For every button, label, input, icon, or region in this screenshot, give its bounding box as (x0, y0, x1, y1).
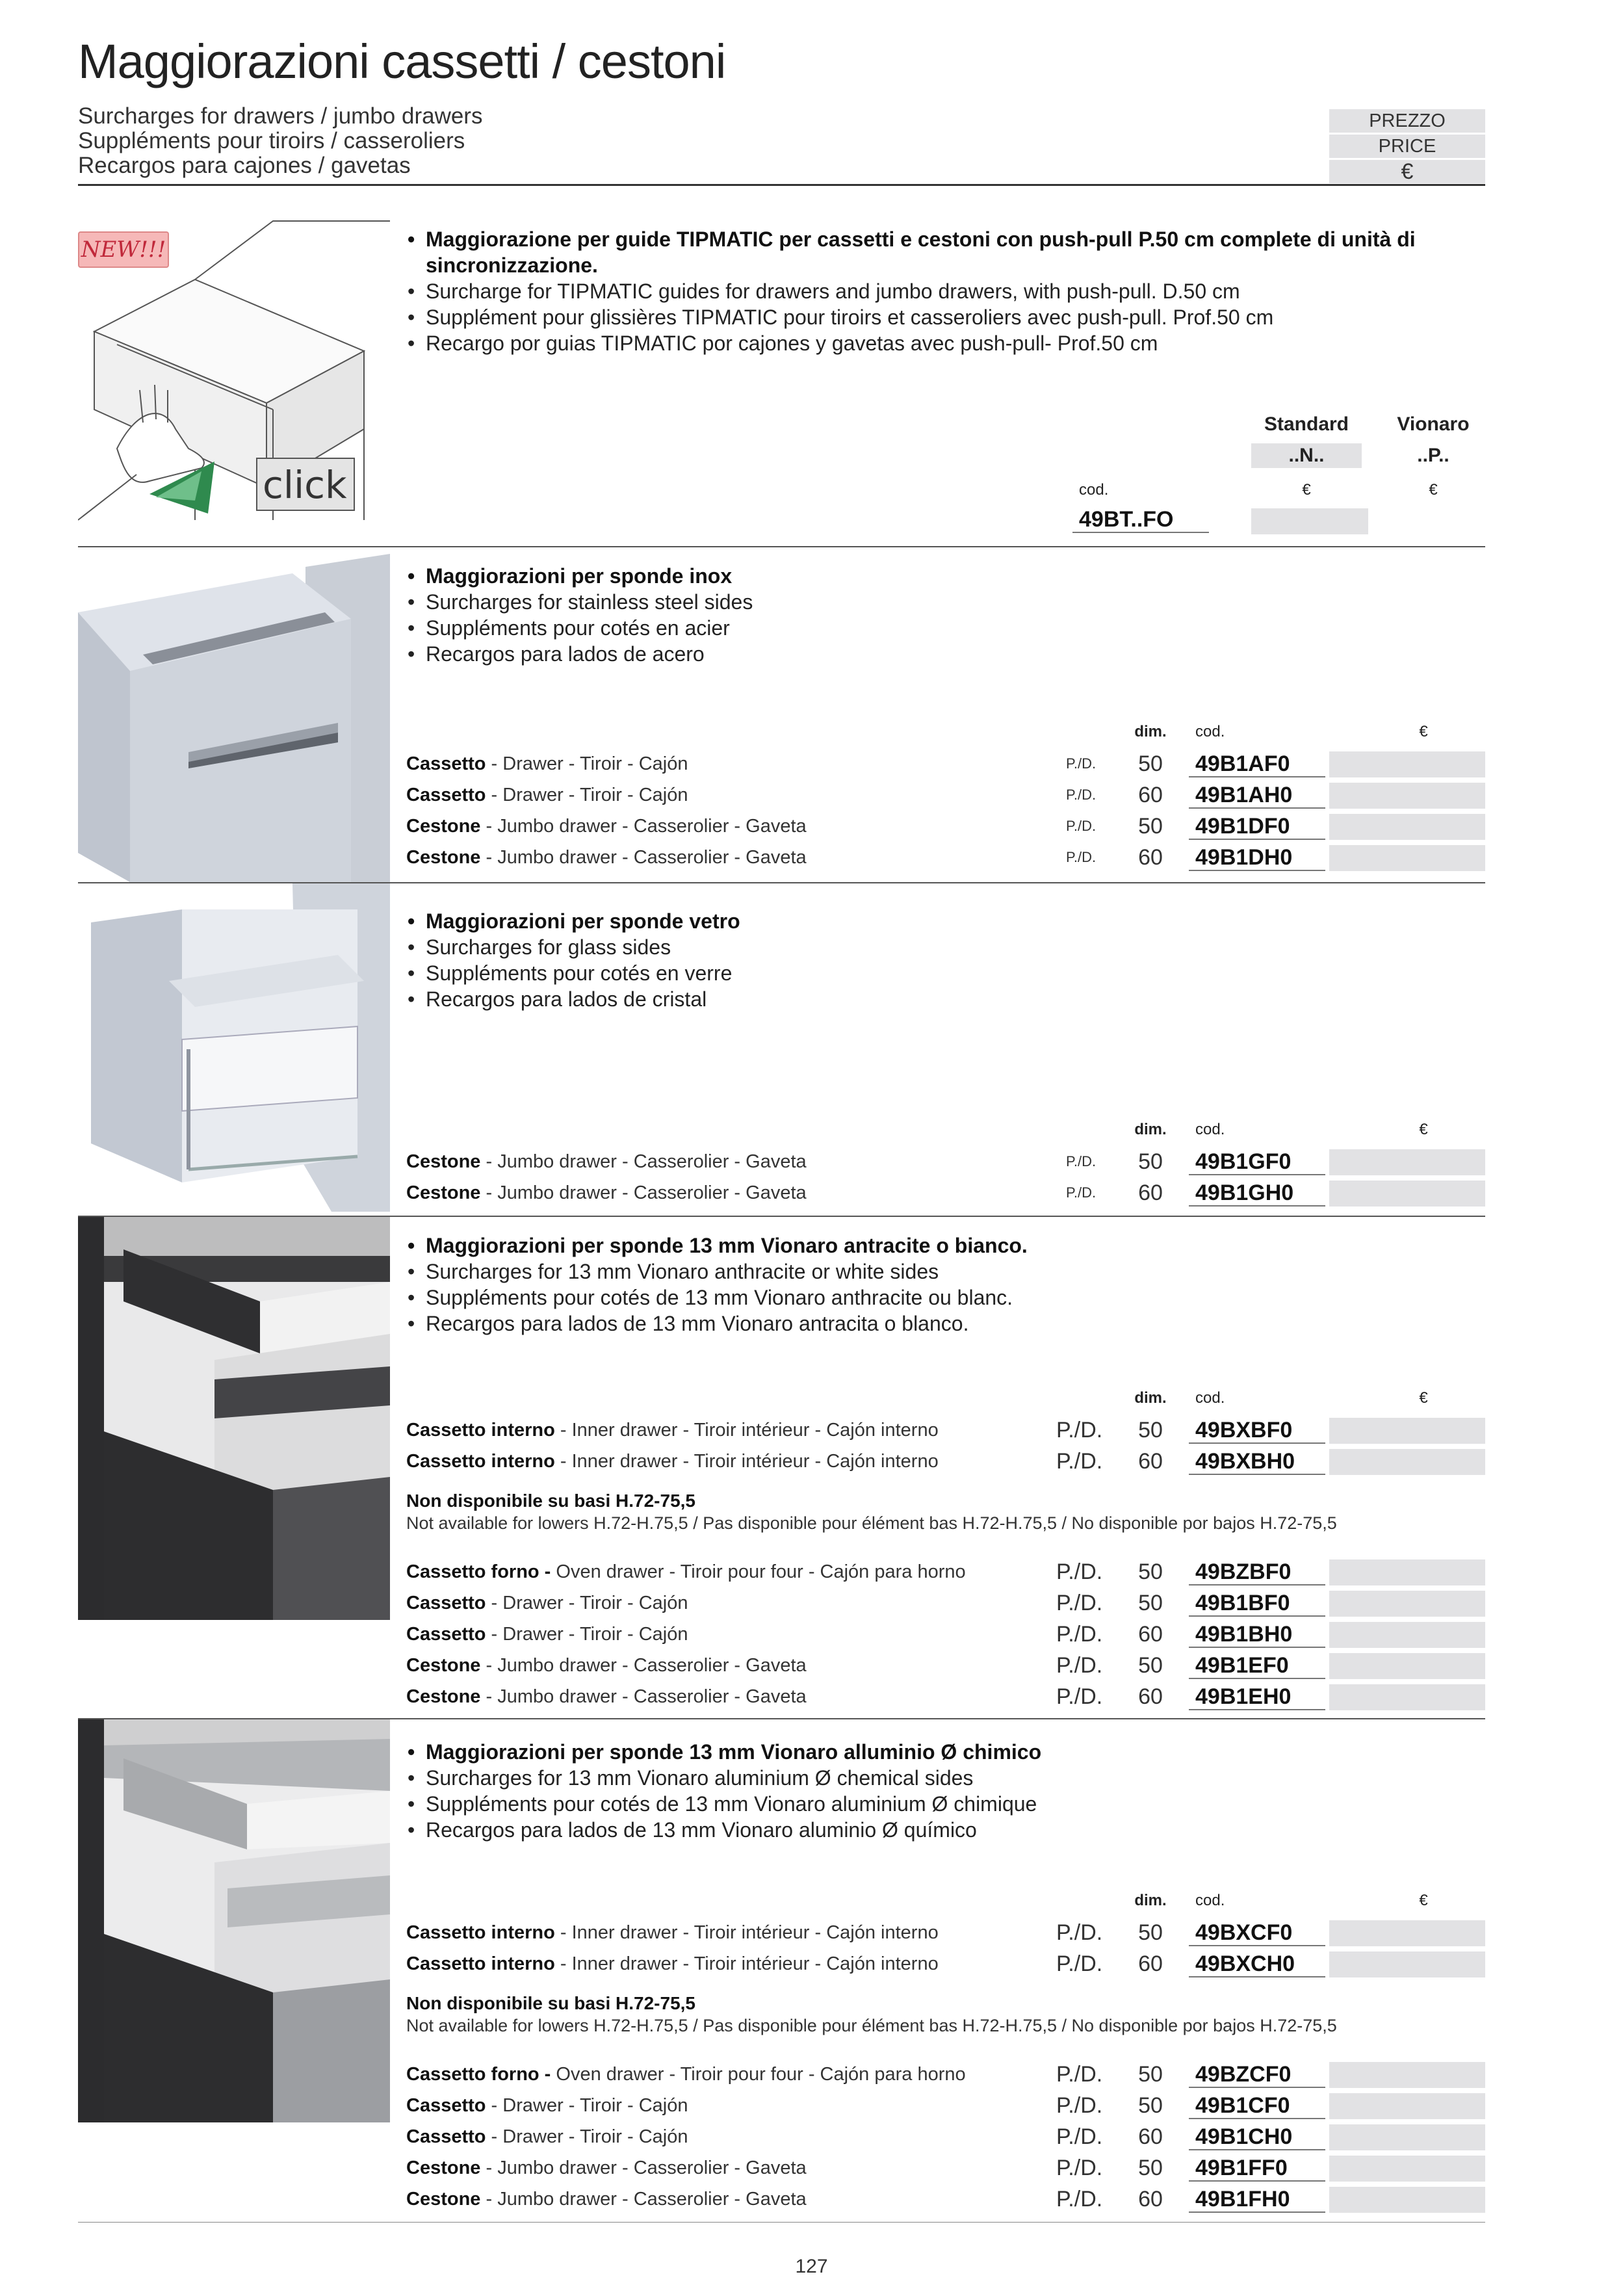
price-label-en: PRICE (1329, 135, 1485, 158)
row-name: Cestone (406, 847, 481, 868)
pd-label: P./D. (1066, 1153, 1097, 1169)
table-row (406, 1650, 1485, 1680)
subtitle-fr: Suppléments pour tiroirs / casseroliers (78, 128, 465, 153)
price-cell (1329, 2093, 1485, 2119)
row-desc: - Drawer - Tiroir - Cajón (486, 2126, 688, 2147)
row-desc: - Drawer - Tiroir - Cajón (486, 753, 688, 774)
row-dim: 60 (1138, 1622, 1163, 1647)
pd-label: P./D. (1066, 787, 1097, 803)
price-cell (1329, 1951, 1485, 1977)
price-label-it: PREZZO (1329, 109, 1485, 133)
price-cell (1329, 1591, 1485, 1617)
row-name: Cassetto (406, 1624, 486, 1645)
table-row (406, 842, 1485, 872)
row-desc: - Drawer - Tiroir - Cajón (486, 1624, 688, 1645)
availability-note (406, 1992, 1337, 2037)
row-code: 49B1CH0 (1189, 2124, 1325, 2150)
table-row (406, 2059, 1485, 2089)
pd-label: P./D. (1056, 2124, 1103, 2149)
bullet-es: • Recargos para lados de 13 mm Vionaro aluminio Ø químico (406, 1817, 1041, 1843)
row-code: 49B1GH0 (1189, 1181, 1325, 1207)
click-label: click (263, 463, 347, 507)
stainless-drawer-drawing (78, 547, 390, 882)
pd-label: P./D. (1056, 2156, 1103, 2180)
pd-label: P./D. (1056, 1622, 1103, 1647)
bullet-fr: • Supplément pour glissières TIPMATIC pour tiroirs et casseroliers avec push-pull. Prof.50 cm (406, 304, 1485, 330)
pd-label: P./D. (1066, 755, 1097, 772)
anthracite-drawer-drawing (78, 1217, 390, 1620)
row-name: Cestone (406, 2189, 481, 2210)
dim-label: dim. (1134, 1389, 1167, 1407)
euro-label: € (1419, 1389, 1428, 1407)
row-name: Cestone (406, 1182, 481, 1203)
row-dim: 50 (1138, 1653, 1163, 1678)
pd-label: P./D. (1056, 1951, 1103, 1976)
bullet-en: • Surcharges for glass sides (406, 934, 740, 960)
row-desc: - Drawer - Tiroir - Cajón (486, 785, 688, 805)
table-row (406, 749, 1485, 779)
aluminium-description (406, 1739, 1041, 1843)
cod-label: cod. (1195, 1892, 1225, 1909)
bullet-es: • Recargos para lados de acero (406, 641, 753, 667)
dim-label: dim. (1134, 1892, 1167, 1909)
glass-description (406, 908, 740, 1012)
note-text: Not available for lowers H.72-H.75,5 / Pas disponible pour élément bas H.72-H.75,5 / No disponible por bajos H.72-75,5 (406, 1513, 1337, 1533)
cod-label: cod. (1079, 481, 1109, 499)
cod-label: cod. (1195, 1121, 1225, 1138)
row-code: 49B1DH0 (1189, 845, 1325, 871)
row-desc: - Jumbo drawer - Casserolier - Gaveta (480, 1151, 807, 1172)
pd-label: P./D. (1056, 1684, 1103, 1709)
row-desc: - Drawer - Tiroir - Cajón (486, 1593, 688, 1613)
bullet-es: • Recargos para lados de cristal (406, 986, 740, 1012)
pd-label: P./D. (1056, 1591, 1103, 1615)
row-name: Cassetto (406, 2126, 486, 2147)
glass-drawer-drawing (78, 883, 390, 1212)
code-standard: ..N.. (1251, 443, 1362, 468)
row-dim: 50 (1138, 2062, 1163, 2087)
price-cell (1329, 2062, 1485, 2088)
row-code: 49BZCF0 (1189, 2062, 1325, 2088)
availability-note (406, 1490, 1337, 1534)
euro-label: € (1419, 1892, 1428, 1909)
tipmatic-drawer-illustration (78, 215, 390, 533)
pd-label: P./D. (1056, 1418, 1103, 1442)
price-cell (1329, 2156, 1485, 2182)
row-dim: 50 (1138, 2093, 1163, 2118)
row-desc: - Inner drawer - Tiroir intérieur - Cajón interno (554, 1420, 939, 1441)
row-name: Cestone (406, 1686, 481, 1707)
price-cell (1329, 845, 1485, 871)
table-row (406, 2091, 1485, 2120)
pd-label: P./D. (1056, 1920, 1103, 1945)
row-dim: 50 (1138, 814, 1163, 839)
row-desc: - Inner drawer - Tiroir intérieur - Cajón interno (554, 1953, 939, 1974)
euro-symbol: € (1329, 160, 1485, 183)
row-name: Cestone (406, 816, 481, 837)
pd-label: P./D. (1056, 1449, 1103, 1474)
euro-standard: € (1302, 481, 1311, 499)
price-cell (1329, 2187, 1485, 2213)
page-title: Maggiorazioni cassetti / cestoni (78, 34, 726, 88)
euro-label: € (1419, 1121, 1428, 1138)
row-name: Cassetto interno (406, 1922, 555, 1943)
bullet-en: • Surcharges for 13 mm Vionaro anthracite or white sides (406, 1259, 1028, 1285)
table-row (406, 1446, 1485, 1476)
bullet-en: • Surcharges for 13 mm Vionaro aluminium Ø chemical sides (406, 1765, 1041, 1791)
row-code: 49B1FH0 (1189, 2187, 1325, 2213)
code-vionaro: ..P.. (1417, 445, 1449, 466)
bullet-fr: • Suppléments pour cotés de 13 mm Vionaro aluminium Ø chimique (406, 1791, 1041, 1817)
price-header-box (1329, 109, 1485, 185)
row-code: 49BXCF0 (1189, 1920, 1325, 1946)
row-code: 49BXBH0 (1189, 1449, 1325, 1475)
row-name: Cestone (406, 2158, 481, 2178)
row-desc: - Jumbo drawer - Casserolier - Gaveta (480, 847, 807, 868)
table-row (406, 2153, 1485, 2183)
price-cell (1329, 1449, 1485, 1475)
row-name: Cassetto forno - (406, 1561, 551, 1582)
row-dim: 50 (1138, 751, 1163, 776)
row-code: 49BZBF0 (1189, 1559, 1325, 1585)
bullet-it: • Maggiorazioni per sponde inox (406, 563, 753, 589)
table-row (406, 1178, 1485, 1208)
row-desc: Oven drawer - Tiroir pour four - Cajón para horno (551, 2064, 966, 2085)
row-code: 49B1BH0 (1189, 1622, 1325, 1648)
aluminium-drawer-image (78, 1719, 390, 2122)
bullet-fr: • Suppléments pour cotés en verre (406, 960, 740, 986)
note-title: Non disponibile su basi H.72-75,5 (406, 1993, 695, 2013)
header-rule (78, 184, 1485, 186)
section-vionaro-aluminium (78, 1719, 1485, 2233)
anthracite-description (406, 1233, 1028, 1337)
subtitle-en: Surcharges for drawers / jumbo drawers (78, 103, 483, 129)
table-row (406, 2122, 1485, 2152)
row-code: 49BXCH0 (1189, 1951, 1325, 1977)
row-code: 49B1AF0 (1189, 751, 1325, 777)
row-code: 49B1EH0 (1189, 1684, 1325, 1710)
table-row (406, 811, 1485, 841)
subtitle-es: Recargos para cajones / gavetas (78, 153, 411, 178)
bullet-fr: • Suppléments pour cotés de 13 mm Vionaro anthracite ou blanc. (406, 1285, 1028, 1311)
row-desc: - Jumbo drawer - Casserolier - Gaveta (480, 1655, 807, 1676)
table-row (406, 1949, 1485, 1979)
new-badge: NEW!!! (78, 231, 169, 268)
bullet-en: • Surcharges for stainless steel sides (406, 589, 753, 615)
table-row (406, 1619, 1485, 1649)
euro-label: € (1419, 723, 1428, 740)
table-row (406, 1415, 1485, 1445)
row-code: 49B1EF0 (1189, 1653, 1325, 1679)
pd-label: P./D. (1056, 2093, 1103, 2118)
row-desc: - Inner drawer - Tiroir intérieur - Cajón interno (554, 1922, 939, 1943)
row-dim: 50 (1138, 2156, 1163, 2180)
row-dim: 60 (1138, 2187, 1163, 2211)
row-name: Cassetto interno (406, 1953, 555, 1974)
price-cell (1329, 2124, 1485, 2150)
subtitles (78, 104, 482, 178)
column-standard: Standard (1264, 413, 1349, 435)
price-cell (1329, 1149, 1485, 1175)
bullet-es: • Recargos para lados de 13 mm Vionaro antracita o blanco. (406, 1311, 1028, 1337)
row-code: 49B1FF0 (1189, 2156, 1325, 2182)
row-dim: 60 (1138, 845, 1163, 870)
pd-label: P./D. (1066, 1184, 1097, 1201)
row-dim: 50 (1138, 1591, 1163, 1615)
row-name: Cassetto (406, 785, 486, 805)
row-name: Cassetto interno (406, 1420, 555, 1441)
price-cell (1329, 1418, 1485, 1444)
price-cell (1329, 1653, 1485, 1679)
row-name: Cassetto interno (406, 1451, 555, 1472)
row-dim: 60 (1138, 1181, 1163, 1205)
table-row (406, 1588, 1485, 1618)
cod-label: cod. (1195, 723, 1225, 740)
price-cell (1329, 1684, 1485, 1710)
price-cell (1329, 1181, 1485, 1207)
row-desc: - Jumbo drawer - Casserolier - Gaveta (480, 2158, 807, 2178)
section-vionaro-anthracite (78, 1217, 1485, 1717)
row-name: Cestone (406, 1655, 481, 1676)
row-dim: 60 (1138, 1449, 1163, 1474)
row-code: 49B1CF0 (1189, 2093, 1325, 2119)
table-row (406, 1557, 1485, 1587)
pd-label: P./D. (1056, 1559, 1103, 1584)
row-code: 49B1BF0 (1189, 1591, 1325, 1617)
row-name: Cassetto forno - (406, 2064, 551, 2085)
table-row (406, 780, 1485, 810)
row-desc: - Inner drawer - Tiroir intérieur - Cajón interno (554, 1451, 939, 1472)
column-vionaro: Vionaro (1397, 413, 1470, 435)
dim-label: dim. (1134, 723, 1167, 740)
row-desc: - Jumbo drawer - Casserolier - Gaveta (480, 1182, 807, 1203)
table-row (406, 2184, 1485, 2214)
row-desc: Oven drawer - Tiroir pour four - Cajón para horno (551, 1561, 966, 1582)
bullet-it: • Maggiorazioni per sponde vetro (406, 908, 740, 934)
row-name: Cestone (406, 1151, 481, 1172)
pd-label: P./D. (1066, 849, 1097, 865)
row-desc: - Jumbo drawer - Casserolier - Gaveta (480, 2189, 807, 2210)
row-dim: 60 (1138, 783, 1163, 807)
pd-label: P./D. (1056, 2062, 1103, 2087)
price-cell (1329, 1622, 1485, 1648)
row-dim: 60 (1138, 1951, 1163, 1976)
row-code: 49B1GF0 (1189, 1149, 1325, 1175)
row-dim: 60 (1138, 2124, 1163, 2149)
page-number: 127 (795, 2256, 828, 2277)
row-dim: 50 (1138, 1418, 1163, 1442)
row-code: 49B1AH0 (1189, 783, 1325, 809)
row-code: 49B1DF0 (1189, 814, 1325, 840)
tipmatic-description (406, 226, 1485, 356)
aluminium-drawer-drawing (78, 1719, 390, 2122)
dim-label: dim. (1134, 1121, 1167, 1138)
section-tipmatic (78, 215, 1485, 546)
note-text: Not available for lowers H.72-H.75,5 / Pas disponible pour élément bas H.72-H.75,5 / No disponible por bajos H.72-75,5 (406, 2016, 1337, 2035)
euro-vionaro: € (1429, 481, 1438, 499)
row-name: Cassetto (406, 753, 486, 774)
bullet-it: • Maggiorazioni per sponde 13 mm Vionaro alluminio Ø chimico (406, 1739, 1041, 1765)
row-dim: 50 (1138, 1149, 1163, 1174)
row-name: Cassetto (406, 1593, 486, 1613)
price-cell (1329, 1920, 1485, 1946)
row-desc: - Jumbo drawer - Casserolier - Gaveta (480, 1686, 807, 1707)
tipmatic-code: 49BT..FO (1072, 506, 1209, 533)
price-cell (1329, 751, 1485, 777)
price-cell (1329, 783, 1485, 809)
cod-label: cod. (1195, 1389, 1225, 1407)
bullet-es: • Recargo por guias TIPMATIC por cajones y gavetas avec push-pull- Prof.50 cm (406, 330, 1485, 356)
row-dim: 50 (1138, 1559, 1163, 1584)
section-glass (78, 883, 1485, 1215)
bullet-it: • Maggiorazioni per sponde 13 mm Vionaro antracite o bianco. (406, 1233, 1028, 1259)
row-desc: - Jumbo drawer - Casserolier - Gaveta (480, 816, 807, 837)
price-cell (1329, 1559, 1485, 1585)
row-desc: - Drawer - Tiroir - Cajón (486, 2095, 688, 2116)
pd-label: P./D. (1056, 1653, 1103, 1678)
row-code: 49BXBF0 (1189, 1418, 1325, 1444)
row-dim: 50 (1138, 1920, 1163, 1945)
table-row (406, 1682, 1485, 1712)
section-inox (78, 547, 1485, 882)
inox-drawer-image (78, 547, 390, 882)
glass-drawer-image (78, 883, 390, 1212)
section-rule (78, 2222, 1485, 2223)
table-row (406, 1918, 1485, 1948)
pd-label: P./D. (1066, 818, 1097, 834)
bullet-fr: • Suppléments pour cotés en acier (406, 615, 753, 641)
bullet-en: • Surcharge for TIPMATIC guides for drawers and jumbo drawers, with push-pull. D.50 cm (406, 278, 1485, 304)
tipmatic-price-cell (1251, 508, 1368, 534)
note-title: Non disponibile su basi H.72-75,5 (406, 1491, 695, 1511)
table-row (406, 1147, 1485, 1177)
inox-description (406, 563, 753, 667)
row-dim: 60 (1138, 1684, 1163, 1709)
row-name: Cassetto (406, 2095, 486, 2116)
anthracite-drawer-image (78, 1217, 390, 1620)
pd-label: P./D. (1056, 2187, 1103, 2211)
bullet-it: • Maggiorazione per guide TIPMATIC per cassetti e cestoni con push-pull P.50 cm complete di unità di sincronizzazione. (406, 226, 1485, 278)
price-cell (1329, 814, 1485, 840)
